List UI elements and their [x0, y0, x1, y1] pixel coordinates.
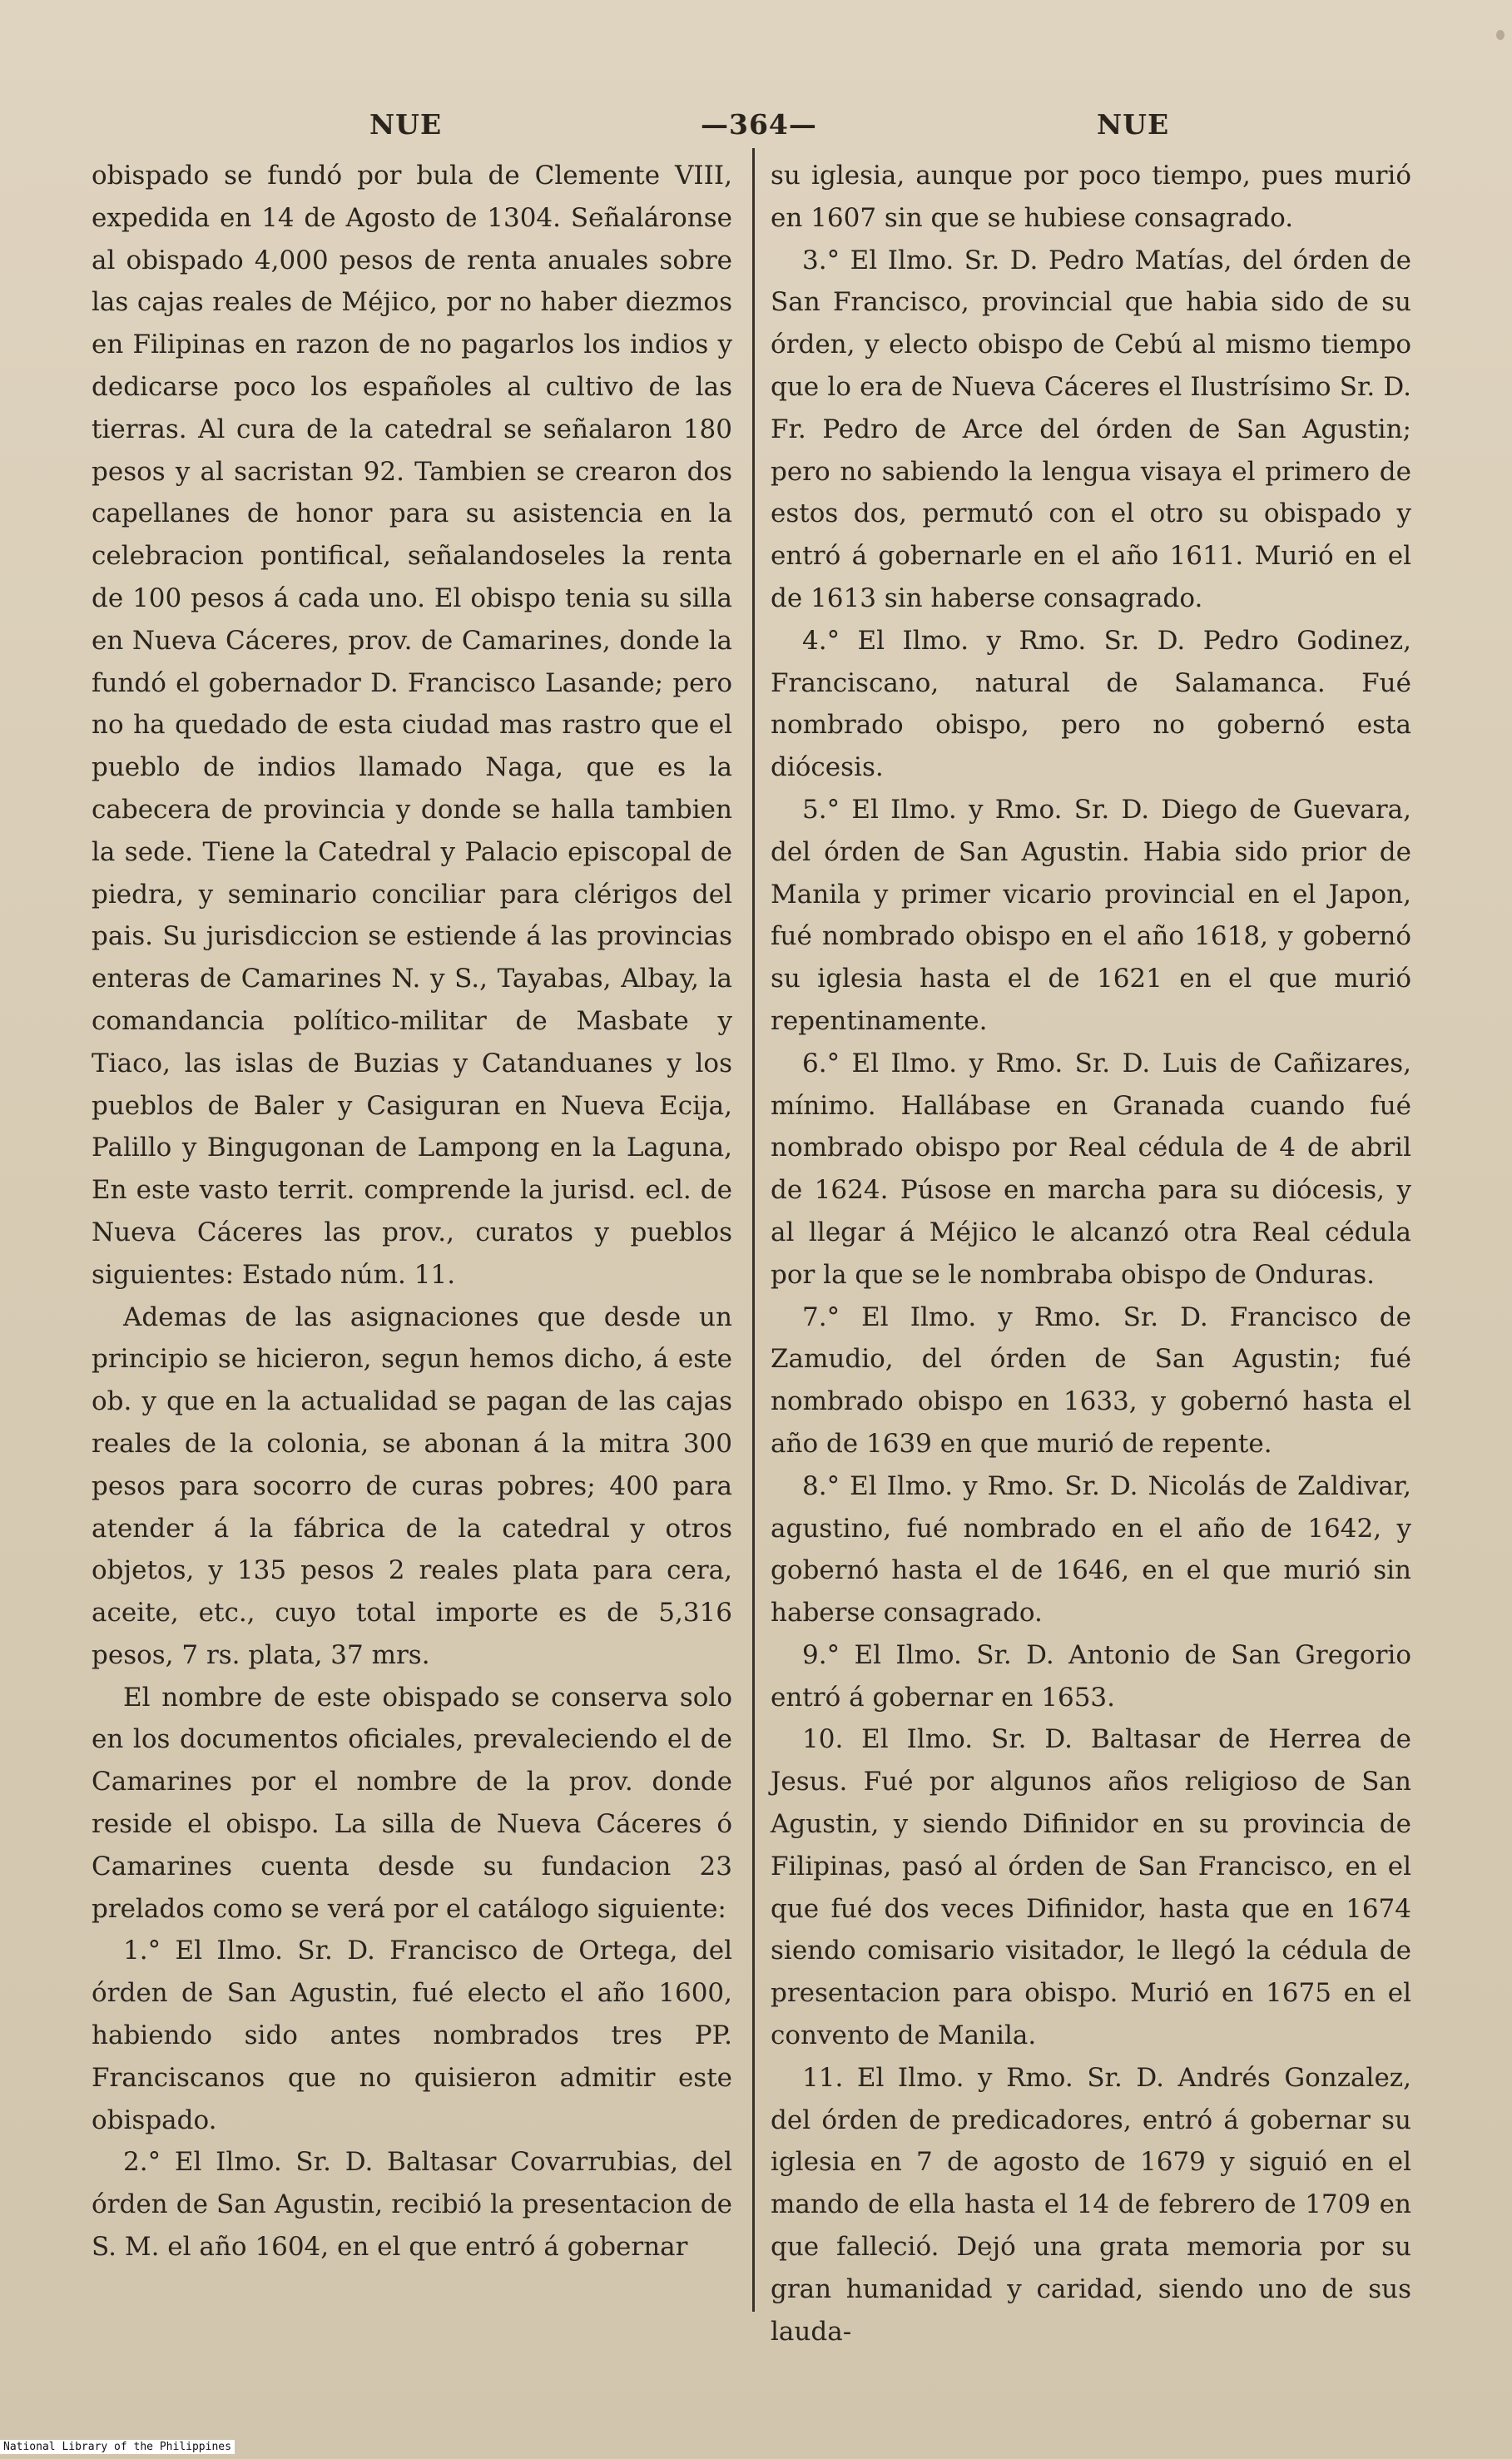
catalog-entry: 1.° El Ilmo. Sr. D. Francisco de Ortega, del órden de San Agustin, fué electo el año 1600, habiendo sido antes nombrados tres PP. Franciscanos que no quisieron admitir este obispado.: [92, 1936, 732, 2135]
catalog-entry: 5.° El Ilmo. y Rmo. Sr. D. Diego de Guevara, del órden de San Agustin. Habia sido prior de Manila y primer vicario provincial en el Japon, fué nombrado obispo en el año 1618, y gobernó su iglesia hasta el de 1621 en el que murió repentinamente.: [771, 794, 1411, 1036]
catalog-entry: 9.° El Ilmo. Sr. D. Antonio de San Gregorio entró á gobernar en 1653.: [771, 1639, 1411, 1713]
catalog-entry: 8.° El Ilmo. y Rmo. Sr. D. Nicolás de Zaldivar, agustino, fué nombrado en el año de 1642, y gobernó hasta el de 1646, en el que murió sin haberse consagrado.: [771, 1470, 1411, 1629]
catalog-entry: 10. El Ilmo. Sr. D. Baltasar de Herrea de Jesus. Fué por algunos años religioso de San Agustin, y siendo Difinidor en su provincia de Filipinas, pasó al órden de San Francisco, en el que fué dos veces Difinidor, hasta que en 1674 siendo comisario visitador, le llegó la cédula de presentacion para obispo. Murió en 1675 en el convento de Manila.: [771, 1724, 1411, 2051]
catalog-entry: 2.° El Ilmo. Sr. D. Baltasar Covarrubias, del órden de San Agustin, recibió la presentacion de S. M. el año 1604, en el que entró á gobernar: [92, 2147, 732, 2263]
page-number: —364—: [701, 108, 817, 141]
catalog-entry: 3.° El Ilmo. Sr. D. Pedro Matías, del órden de San Francisco, provincial que habia sido de su órden, y electo obispo de Cebú al mismo tiempo que lo era de Nueva Cáceres el Ilustrísimo Sr. D. Fr. Pedro de Arce del órden de San Agustin; pero no sabiendo la lengua visaya el primero de estos dos, permutó con el otro su obispado y entró á gobernarle en el año 1611. Murió en el de 1613 sin haberse consagrado.: [771, 245, 1411, 613]
header-right: NUE: [1097, 108, 1170, 141]
paragraph: su iglesia, aunque por poco tiempo, pues murió en 1607 sin que se hubiese consagrado.: [771, 161, 1411, 233]
page-speck: [1496, 30, 1505, 40]
catalog-entry: 4.° El Ilmo. y Rmo. Sr. D. Pedro Godinez, Franciscano, natural de Salamanca. Fué nombrado obispo, pero no gobernó esta diócesis.: [771, 625, 1411, 783]
column-divider: [752, 148, 755, 2312]
catalog-entry: 6.° El Ilmo. y Rmo. Sr. D. Luis de Cañizares, mínimo. Hallábase en Granada cuando fué nombrado obispo por Real cédula de 4 de abril de 1624. Púsose en marcha para su diócesis, y al llegar á Méjico le alcanzó otra Real cédula por la que se le nombraba obispo de Onduras.: [771, 1048, 1411, 1290]
left-column: [92, 155, 732, 2268]
paragraph: obispado se fundó por bula de Clemente VIII, expedida en 14 de Agosto de 1304. Señaláronse al obispado 4,000 pesos de renta anuales sobre las cajas reales de Méjico, por no haber diezmos en Filipinas en razon de no pagarlos los indios y dedicarse poco los españoles al cultivo de las tierras. Al cura de la catedral se señalaron 180 pesos y al sacristan 92. Tambien se crearon dos capellanes de honor para su asistencia en la celebracion pontifical, señalandoseles la renta de 100 pesos á cada uno. El obispo tenia su silla en Nueva Cáceres, prov. de Camarines, donde la fundó el gobernador D. Francisco Lasande; pero no ha quedado de esta ciudad mas rastro que el pueblo de indios llamado Naga, que es la cabecera de provincia y donde se halla tambien la sede. Tiene la Catedral y Palacio episcopal de piedra, y seminario conciliar para clérigos del pais. Su jurisdiccion se estiende á las provincias enteras de Camarines N. y S., Tayabas, Albay, la comandancia político-militar de Masbate y Tiaco, las islas de Buzias y Catanduanes y los pueblos de Baler y Casiguran en Nueva Ecija, Palillo y Bingugonan de Lampong en la Laguna, En este vasto territ. comprende la jurisd. ecl. de Nueva Cáceres las prov., curatos y pueblos siguientes: Estado núm. 11.: [92, 161, 732, 1290]
paragraph: El nombre de este obispado se conserva solo en los documentos oficiales, prevaleciendo el de Camarines por el nombre de la prov. donde reside el obispo. La silla de Nueva Cáceres ó Camarines cuenta desde su fundacion 23 prelados como se verá por el catálogo siguiente:: [92, 1682, 732, 1924]
library-credit: National Library of the Philippines: [0, 2440, 235, 2454]
header-left: NUE: [369, 108, 443, 141]
paragraph: Ademas de las asignaciones que desde un principio se hicieron, segun hemos dicho, á este ob. y que en la actualidad se pagan de las cajas reales de la colonia, se abonan á la mitra 300 pesos para socorro de curas pobres; 400 para atender á la fábrica de la catedral y otros objetos, y 135 pesos 2 reales plata para cera, aceite, etc., cuyo total importe es de 5,316 pesos, 7 rs. plata, 37 mrs.: [92, 1301, 732, 1670]
right-column: [771, 155, 1411, 2352]
catalog-entry: 11. El Ilmo. y Rmo. Sr. D. Andrés Gonzalez, del órden de predicadores, entró á gobernar su iglesia en 7 de agosto de 1679 y siguió en el mando de ella hasta el 14 de febrero de 1709 en que falleció. Dejó una grata memoria por su gran humanidad y caridad, siendo uno de sus lauda-: [771, 2062, 1411, 2347]
catalog-entry: 7.° El Ilmo. y Rmo. Sr. D. Francisco de Zamudio, del órden de San Agustin; fué nombrado obispo en 1633, y gobernó hasta el año de 1639 en que murió de repente.: [771, 1301, 1411, 1459]
